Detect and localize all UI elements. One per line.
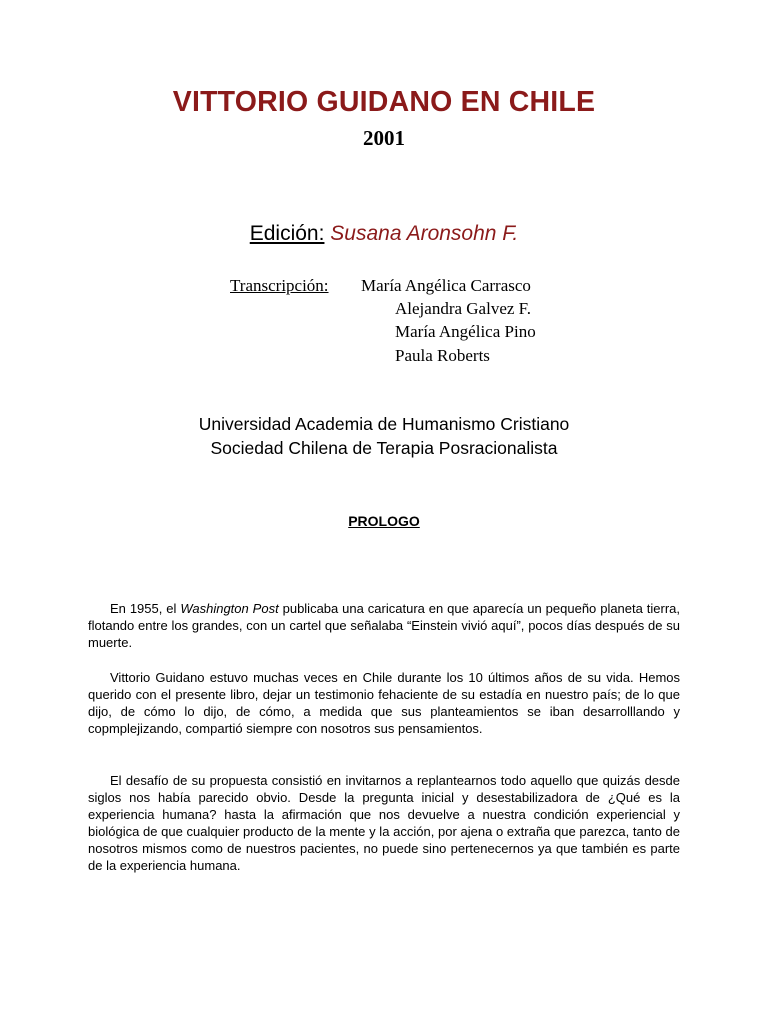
paragraph-text: Vittorio Guidano estuvo muchas veces en Chile durante los 10 últimos años de su vida. Hemos querido con el presente libro, dejar un testimonio fehaciente de su estadía en nuestro país; de lo que dijo, de cómo lo dijo, de cómo, a medida que sus planteamientos se iban desarrolllando y copmplejizando, compartió siempre con nosotros sus pensamientos. xyxy=(88,670,680,736)
institution-name: Universidad Academia de Humanismo Cristiano xyxy=(198,414,570,434)
transcriber-name: María Angélica Pino xyxy=(395,322,536,341)
document-title: VITTORIO GUIDANO EN CHILE xyxy=(172,86,596,118)
transcriber-name: María Angélica Carrasco xyxy=(361,276,531,295)
institution-name: Sociedad Chilena de Terapia Posracionalista xyxy=(210,438,558,458)
transcription-label: Transcripción: xyxy=(230,276,329,295)
editor-name: Susana Aronsohn F. xyxy=(330,222,519,245)
edition-label: Edición: xyxy=(249,222,325,245)
transcriber-name: Paula Roberts xyxy=(395,346,490,365)
document-year: 2001 xyxy=(363,126,405,150)
newspaper-name: Washington Post xyxy=(180,601,279,616)
edition-line xyxy=(0,222,768,246)
paragraph-text: publicaba una caricatura en que aparecía un pequeño planeta tierra, flotando entre los grandes, con un cartel que señalaba “Einstein vivió aquí”, pocos días después de su muerte. xyxy=(88,601,681,650)
section-heading: PROLOGO xyxy=(348,513,420,529)
paragraph-text: En 1955, el xyxy=(110,601,181,616)
paragraph-text: El desafío de su propuesta consistió en invitarnos a replantearnos todo aquello que quizás desde siglos nos había parecido obvio. Desde la pregunta inicial y desestabilizadora de ¿Qué es la experiencia humana? hasta la afirmación que nos devuelve a nuestra condición experiencial y biológica de que cualquier producto de la mente y la acción, por ajena o extraña que parezca, tanto de nosotros mismos como de nuestros pacientes, no puede sino pertenecernos ya que también es parte de la experiencia humana. xyxy=(88,773,680,873)
body-paragraph xyxy=(88,772,680,874)
body-paragraph xyxy=(88,600,680,651)
transcriber-name: Alejandra Galvez F. xyxy=(395,299,531,318)
body-paragraph xyxy=(88,669,680,737)
